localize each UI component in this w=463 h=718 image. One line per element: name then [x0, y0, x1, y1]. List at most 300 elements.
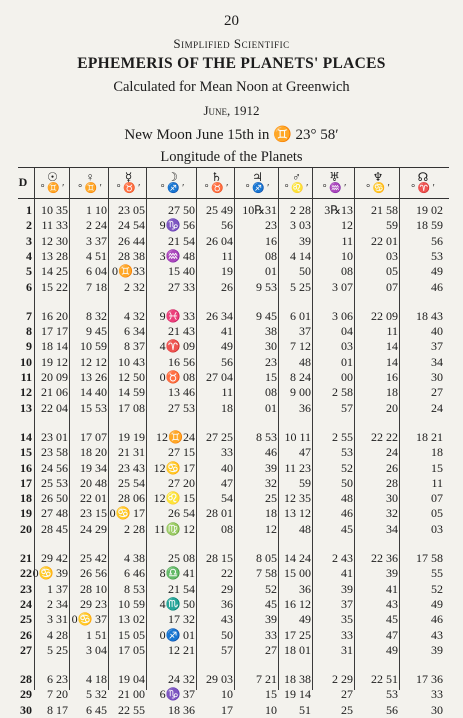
column-header [314, 171, 355, 195]
longitude-cell: 23 [265, 354, 277, 369]
longitude-cell: 33 [221, 445, 233, 460]
longitude-cell: 22 22 [371, 429, 398, 444]
longitude-cell: 24 29 [80, 521, 107, 536]
longitude-cell: 49 [431, 596, 443, 611]
longitude-cell: 27 15 [168, 445, 195, 460]
longitude-cell: 18 [431, 445, 443, 460]
longitude-cell: 15 40 [168, 264, 195, 279]
day-cell: 11 [20, 370, 32, 384]
longitude-cell: 17 58 [416, 551, 443, 565]
longitude-cell: 12 [265, 521, 277, 536]
longitude-cell: 11 [431, 475, 443, 490]
longitude-cell: 26 04 [206, 233, 233, 248]
longitude-cell: 10 35 [41, 203, 68, 217]
longitude-cell: 03 [341, 339, 353, 354]
longitude-cell: 39 [265, 460, 277, 475]
longitude-cell: 6 04 [86, 264, 107, 279]
longitude-cell: 7 12 [290, 339, 311, 354]
longitude-cell: 21 00 [118, 687, 145, 702]
longitude-cell: 11 23 [284, 460, 311, 475]
longitude-cell: 25 [265, 491, 277, 506]
longitude-cell: 17 08 [118, 400, 145, 415]
longitude-cell: 38 [265, 324, 277, 339]
longitude-cell: 45 [386, 612, 398, 627]
day-cell: 7 [26, 308, 32, 323]
longitude-cell: 3 37 [86, 233, 107, 248]
longitude-cell: 2 24 [86, 218, 107, 233]
longitude-cell: 22 51 [371, 672, 398, 687]
table-row [0, 339, 463, 354]
day-cell: 10 [20, 354, 32, 369]
table-row [0, 309, 463, 324]
day-cell: 20 [20, 521, 32, 536]
longitude-cell: 9 00 [290, 385, 311, 400]
longitude-cell: 33 [341, 627, 353, 642]
longitude-cell: 05 [386, 264, 398, 279]
longitude-cell: 12 30 [41, 233, 68, 248]
longitude-cell: 1 51 [86, 627, 107, 642]
longitude-cell: 12 50 [118, 370, 145, 384]
longitude-cell: 1 37 [47, 581, 68, 596]
table-row [0, 430, 463, 445]
longitude-cell: 24 56 [41, 460, 68, 475]
longitude-cell: 2 43 [332, 551, 353, 565]
column-symbol: ☿ [124, 170, 133, 184]
longitude-cell: 0♉ 08 [159, 370, 195, 384]
longitude-cell: 22 [221, 566, 233, 581]
longitude-cell: 49 [299, 612, 311, 627]
longitude-cell: 30 [386, 491, 398, 506]
longitude-cell: 18 01 [284, 642, 311, 657]
longitude-cell: 25 42 [80, 551, 107, 565]
longitude-cell: 25 54 [118, 475, 145, 490]
day-cell: 9 [26, 339, 32, 354]
longitude-cell: 18 36 [168, 702, 195, 717]
longitude-cell: 28 15 [206, 551, 233, 565]
column-header [236, 171, 279, 195]
table-row [0, 249, 463, 264]
day-cell: 14 [20, 429, 32, 444]
longitude-cell: 10 43 [118, 354, 145, 369]
column-symbol: ♂ [292, 170, 301, 184]
longitude-cell: 21 06 [41, 385, 68, 400]
longitude-cell: 29 [221, 581, 233, 596]
longitude-cell: 18 20 [80, 445, 107, 460]
longitude-cell: 25 08 [168, 551, 195, 565]
column-symbol: ☉ [47, 170, 58, 184]
longitude-cell: 36 [299, 581, 311, 596]
page-number: 20 [224, 13, 239, 29]
longitude-cell: 15 [265, 687, 277, 702]
day-cell: 27 [20, 642, 32, 657]
table-row [0, 597, 463, 612]
longitude-cell: 6 34 [124, 324, 145, 339]
longitude-cell: 48 [341, 491, 353, 506]
table-row [0, 491, 463, 506]
column-symbol: ♆ [372, 170, 384, 184]
longitude-cell: 10 11 [284, 429, 311, 444]
calculation-note: Calculated for Mean Noon at Greenwich [113, 79, 350, 95]
longitude-cell: 03 [431, 521, 443, 536]
day-cell: 15 [20, 445, 32, 460]
longitude-cell: 25 [341, 702, 353, 717]
longitude-cell: 26 34 [206, 308, 233, 323]
longitude-cell: 39 [341, 581, 353, 596]
longitude-cell: 4 28 [47, 627, 68, 642]
longitude-cell: 30 [265, 339, 277, 354]
longitude-cell: 22 01 [80, 491, 107, 506]
longitude-cell: 13 46 [168, 385, 195, 400]
longitude-cell: 49 [386, 642, 398, 657]
longitude-cell: 39 [386, 566, 398, 581]
longitude-cell: 08 [265, 248, 277, 263]
longitude-cell: 45 [341, 521, 353, 536]
longitude-cell: 11 [221, 385, 233, 400]
longitude-cell: 26 [386, 460, 398, 475]
table-row [0, 522, 463, 537]
longitude-cell: 15 05 [118, 627, 145, 642]
longitude-cell: 8 17 [47, 702, 68, 717]
column-header [280, 171, 313, 195]
longitude-cell: 28 01 [206, 506, 233, 521]
day-cell: 2 [26, 218, 32, 233]
longitude-cell: 27 53 [168, 400, 195, 415]
longitude-cell: 8 53 [256, 429, 277, 444]
longitude-cell: 5 32 [86, 687, 107, 702]
column-symbol: ♄ [211, 170, 222, 184]
longitude-cell: 25 53 [41, 475, 68, 490]
longitude-cell: 2 28 [290, 203, 311, 217]
longitude-cell: 13 26 [80, 370, 107, 384]
longitude-cell: 41 [341, 566, 353, 581]
longitude-cell: 5 25 [47, 642, 68, 657]
day-cell: 3 [26, 233, 32, 248]
longitude-cell: 17 17 [41, 324, 68, 339]
longitude-cell: 18 [221, 400, 233, 415]
longitude-cell: 3 07 [332, 279, 353, 294]
column-header [198, 171, 235, 195]
longitude-cell: 3 31 [47, 612, 68, 627]
longitude-cell: 2 55 [332, 429, 353, 444]
longitude-cell: 57 [221, 642, 233, 657]
longitude-cell: 6 45 [86, 702, 107, 717]
longitude-cell: 0♊33 [112, 264, 145, 279]
longitude-cell: 22 01 [371, 233, 398, 248]
longitude-cell: 18 21 [416, 429, 443, 444]
longitude-cell: 17 32 [168, 612, 195, 627]
longitude-cell: 21 43 [168, 324, 195, 339]
longitude-cell: 20 [386, 400, 398, 415]
table-row [0, 476, 463, 491]
column-symbol: ☊ [417, 170, 429, 184]
longitude-cell: 13 12 [284, 506, 311, 521]
longitude-cell: 22 04 [41, 400, 68, 415]
longitude-cell: 6♑ 37 [159, 687, 195, 702]
longitude-cell: 37 [341, 596, 353, 611]
longitude-cell: 39 [299, 233, 311, 248]
longitude-cell: 8♎ 41 [159, 566, 195, 581]
longitude-cell: 8 37 [124, 339, 145, 354]
longitude-cell: 26 44 [118, 233, 145, 248]
longitude-cell: 12♋ 17 [153, 460, 195, 475]
longitude-cell: 21 54 [168, 233, 195, 248]
longitude-cell: 17 [221, 702, 233, 717]
longitude-cell: 34 [386, 521, 398, 536]
longitude-cell: 1 10 [86, 203, 107, 217]
longitude-cell: 56 [221, 218, 233, 233]
longitude-cell: 30 [431, 702, 443, 717]
column-unit: ° ♈ ′ [411, 183, 435, 194]
longitude-cell: 27 [265, 642, 277, 657]
longitude-cell: 52 [265, 581, 277, 596]
longitude-cell: 6 01 [290, 308, 311, 323]
longitude-cell: 12 12 [80, 354, 107, 369]
longitude-cell: 18 43 [416, 308, 443, 323]
longitude-cell: 01 [265, 400, 277, 415]
table-row [0, 672, 463, 687]
longitude-cell: 54 [221, 491, 233, 506]
table-row [0, 218, 463, 233]
table-row [0, 280, 463, 295]
longitude-cell: 24 54 [118, 218, 145, 233]
column-symbol: ♅ [329, 170, 340, 184]
column-unit: ° ♉ ′ [204, 183, 229, 194]
longitude-cell: 41 [386, 581, 398, 596]
longitude-cell: 29 42 [41, 551, 68, 565]
longitude-cell: 2 29 [332, 672, 353, 687]
column-header [71, 171, 109, 195]
table-row [0, 461, 463, 476]
longitude-cell: 10 [265, 702, 277, 717]
column-header [35, 171, 70, 195]
day-cell: 19 [20, 506, 32, 521]
longitude-cell: 05 [431, 506, 443, 521]
longitude-cell: 23 15 [80, 506, 107, 521]
longitude-cell: 15 22 [41, 279, 68, 294]
longitude-cell: 0♋ 37 [71, 612, 107, 627]
longitude-cell: 41 [221, 324, 233, 339]
longitude-cell: 19 04 [118, 672, 145, 687]
longitude-cell: 17 36 [416, 672, 443, 687]
longitude-cell: 19 14 [284, 687, 311, 702]
table-row [0, 370, 463, 385]
column-header [401, 171, 445, 195]
longitude-cell: 23 01 [41, 429, 68, 444]
longitude-cell: 7 18 [86, 279, 107, 294]
longitude-cell: 10 [341, 248, 353, 263]
column-symbol: ♀ [85, 170, 95, 184]
longitude-cell: 24 [431, 400, 443, 415]
longitude-cell: 47 [386, 627, 398, 642]
longitude-cell: 15 [431, 460, 443, 475]
longitude-cell: 18 [265, 506, 277, 521]
day-cell: 13 [20, 400, 32, 415]
longitude-cell: 23 58 [41, 445, 68, 460]
longitude-cell: 40 [221, 460, 233, 475]
longitude-cell: 0♋ 17 [109, 506, 145, 521]
column-unit: ° ♐ ′ [160, 183, 185, 194]
table-row [0, 401, 463, 416]
longitude-cell: 27 20 [168, 475, 195, 490]
longitude-cell: 14 25 [41, 264, 68, 279]
day-cell: 16 [20, 460, 32, 475]
column-header [148, 171, 197, 195]
longitude-cell: 01 [341, 354, 353, 369]
longitude-cell: 29 03 [206, 672, 233, 687]
longitude-cell: 28 06 [118, 491, 145, 506]
longitude-cell: 21 58 [371, 203, 398, 217]
longitude-cell: 45 [265, 596, 277, 611]
longitude-cell: 2 28 [124, 521, 145, 536]
day-cell: 24 [20, 596, 32, 611]
longitude-cell: 7 21 [256, 672, 277, 687]
new-moon-note: New Moon June 15th in ♊ 23° 58′ [124, 127, 339, 143]
longitude-cell: 56 [431, 233, 443, 248]
longitude-cell: 16 [386, 370, 398, 384]
table-row [0, 643, 463, 658]
longitude-cell: 29 23 [80, 596, 107, 611]
longitude-cell: 56 [221, 354, 233, 369]
longitude-cell: 33 [431, 687, 443, 702]
longitude-cell: 33 [265, 627, 277, 642]
day-cell: 21 [20, 551, 32, 565]
longitude-cell: 21 54 [168, 581, 195, 596]
longitude-cell: 26 56 [80, 566, 107, 581]
longitude-cell: 47 [299, 445, 311, 460]
longitude-cell: 7 20 [47, 687, 68, 702]
longitude-cell: 37 [431, 339, 443, 354]
day-cell: 22 [20, 566, 32, 581]
longitude-cell: 08 [341, 264, 353, 279]
longitude-cell: 03 [386, 248, 398, 263]
longitude-cell: 27 48 [41, 506, 68, 521]
longitude-cell: 11 [386, 324, 398, 339]
table-row [0, 203, 463, 218]
longitude-cell: 22 55 [118, 702, 145, 717]
longitude-cell: 9♓ 33 [159, 308, 195, 323]
longitude-cell: 4♏ 50 [159, 596, 195, 611]
column-symbol: ♃ [252, 170, 263, 184]
longitude-cell: 57 [341, 400, 353, 415]
longitude-cell: 28 38 [118, 248, 145, 263]
longitude-cell: 13 28 [41, 248, 68, 263]
day-cell: 12 [20, 385, 32, 400]
day-cell: 26 [20, 627, 32, 642]
longitude-cell: 3 04 [86, 642, 107, 657]
subtitle: Simplified Scientific [173, 36, 290, 51]
longitude-cell: 24 32 [168, 672, 195, 687]
longitude-cell: 3 06 [332, 308, 353, 323]
table-row [0, 703, 463, 718]
longitude-cell: 10 59 [118, 596, 145, 611]
longitude-cell: 16 56 [168, 354, 195, 369]
longitude-cell: 14 24 [284, 551, 311, 565]
day-cell: 4 [26, 248, 32, 263]
day-cell: 23 [20, 581, 32, 596]
longitude-cell: 15 [265, 370, 277, 384]
longitude-cell: 4 32 [124, 308, 145, 323]
longitude-cell: 26 54 [168, 506, 195, 521]
table-title: Longitude of the Planets [160, 149, 303, 165]
page-title: EPHEMERIS OF THE PLANETS' PLACES [77, 55, 386, 72]
longitude-cell: 23 [265, 218, 277, 233]
longitude-cell: 9♑ 56 [159, 218, 195, 233]
longitude-cell: 27 33 [168, 279, 195, 294]
longitude-cell: 4 51 [86, 248, 107, 263]
longitude-cell: 18 14 [41, 339, 68, 354]
longitude-cell: 53 [431, 248, 443, 263]
longitude-cell: 22 36 [371, 551, 398, 565]
longitude-cell: 36 [299, 400, 311, 415]
table-row [0, 445, 463, 460]
longitude-cell: 19 34 [80, 460, 107, 475]
longitude-cell: 55 [431, 566, 443, 581]
column-header [14, 176, 32, 188]
longitude-cell: 27 [431, 385, 443, 400]
longitude-cell: 32 [386, 506, 398, 521]
longitude-cell: 12 [341, 218, 353, 233]
column-unit: ° ♋ ′ [366, 183, 390, 194]
longitude-cell: 4 38 [124, 551, 145, 565]
longitude-cell: 08 [221, 521, 233, 536]
longitude-cell: 10 [221, 687, 233, 702]
longitude-cell: 43 [431, 627, 443, 642]
longitude-cell: 2 34 [47, 596, 68, 611]
longitude-cell: 14 [386, 354, 398, 369]
longitude-cell: 27 [341, 687, 353, 702]
longitude-cell: 52 [431, 581, 443, 596]
longitude-cell: 12♌ 15 [153, 491, 195, 506]
table-row [0, 264, 463, 279]
longitude-cell: 08 [265, 385, 277, 400]
column-unit: ° ♊ ′ [40, 183, 65, 194]
longitude-cell: 16 12 [284, 596, 311, 611]
longitude-cell: 12 35 [284, 491, 311, 506]
longitude-cell: 10℞31 [242, 203, 277, 217]
longitude-cell: 36 [221, 596, 233, 611]
longitude-cell: 46 [265, 445, 277, 460]
longitude-cell: 07 [386, 279, 398, 294]
table-row [0, 551, 463, 566]
longitude-cell: 5 25 [290, 279, 311, 294]
longitude-cell: 35 [341, 612, 353, 627]
longitude-cell: 31 [341, 642, 353, 657]
longitude-cell: 48 [299, 354, 311, 369]
table-row [0, 566, 463, 581]
longitude-cell: 07 [431, 491, 443, 506]
longitude-cell: 13 02 [118, 612, 145, 627]
longitude-cell: 16 [265, 233, 277, 248]
column-header [356, 171, 400, 195]
longitude-cell: 20 09 [41, 370, 68, 384]
day-cell: 8 [26, 324, 32, 339]
longitude-cell: 46 [341, 506, 353, 521]
longitude-cell: 20 48 [80, 475, 107, 490]
day-cell: 6 [26, 279, 32, 294]
longitude-cell: 23 05 [118, 203, 145, 217]
longitude-cell: 2 32 [124, 279, 145, 294]
table-row [0, 506, 463, 521]
longitude-cell: 50 [299, 264, 311, 279]
longitude-cell: 6 23 [47, 672, 68, 687]
longitude-cell: 11 [341, 233, 353, 248]
longitude-cell: 14 [386, 339, 398, 354]
longitude-cell: 11 [221, 248, 233, 263]
table-row [0, 324, 463, 339]
column-symbol: ☽ [167, 170, 178, 184]
longitude-cell: 7 58 [256, 566, 277, 581]
table-row [0, 687, 463, 702]
